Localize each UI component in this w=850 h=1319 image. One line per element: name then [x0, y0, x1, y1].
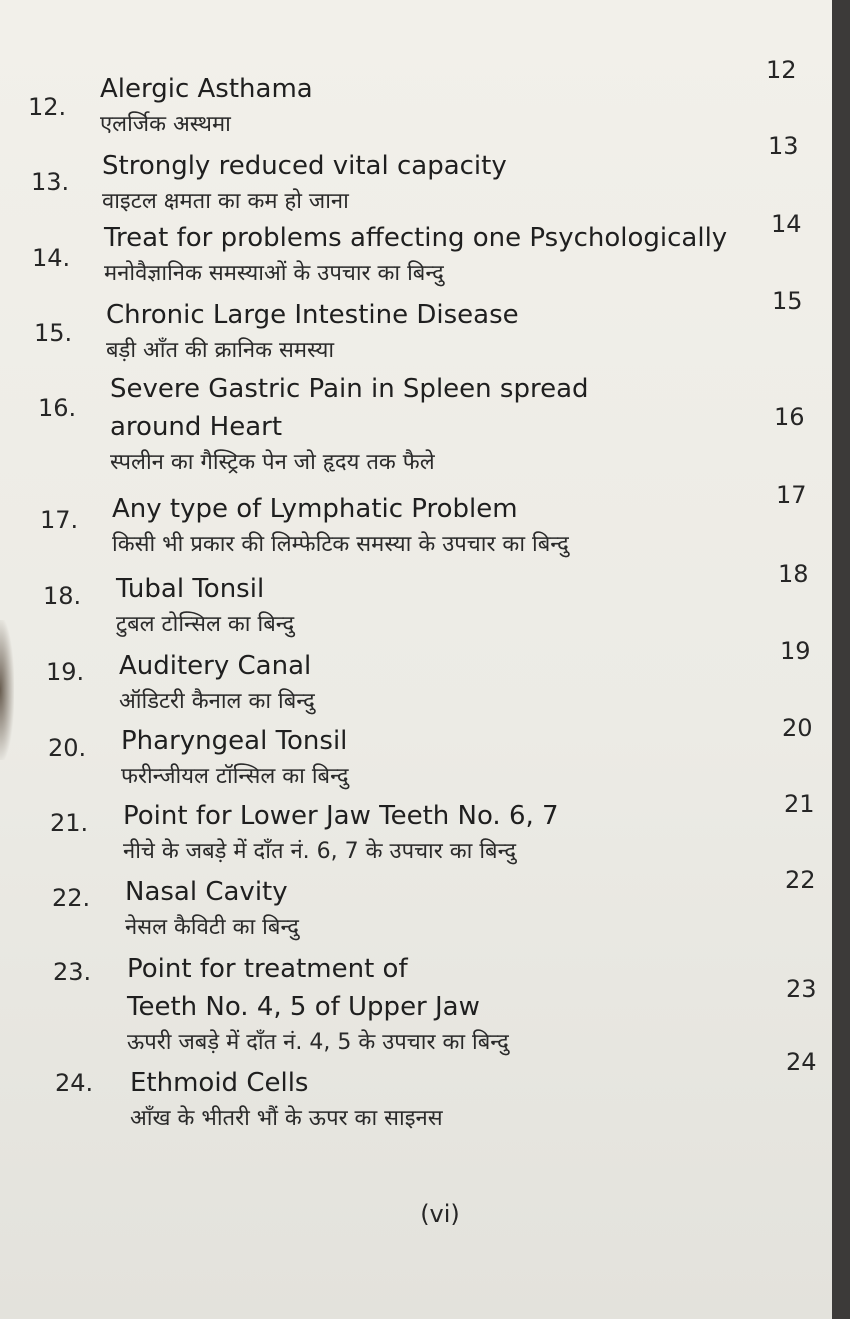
- entry-number: 24.: [55, 1069, 94, 1097]
- entry-page-number: 21: [784, 790, 815, 818]
- entry-title-en: Point for Lower Jaw Teeth No. 6, 7: [123, 801, 559, 831]
- entry-title-en: Any type of Lymphatic Problem: [112, 494, 518, 524]
- entry-title-hi: ऊपरी जबड़े में दाँत नं. 4, 5 के उपचार का बिन्दु: [127, 1030, 509, 1055]
- entry-number: 16.: [38, 394, 77, 422]
- entry-number: 17.: [40, 506, 79, 534]
- entry-title-en: Tubal Tonsil: [116, 574, 265, 604]
- entry-title-en-line-2: around Heart: [110, 412, 283, 442]
- entry-title-hi: मनोवैज्ञानिक समस्याओं के उपचार का बिन्दु: [104, 261, 444, 286]
- entry-page-number: 16: [774, 403, 805, 431]
- entry-number: 22.: [52, 884, 91, 912]
- entry-title-en: Strongly reduced vital capacity: [102, 151, 507, 181]
- entry-page-number: 19: [780, 637, 811, 665]
- entry-title-hi: वाइटल क्षमता का कम हो जाना: [102, 189, 349, 214]
- entry-number: 19.: [46, 658, 85, 686]
- entry-title-en: Chronic Large Intestine Disease: [106, 300, 519, 330]
- entry-number: 14.: [32, 244, 71, 272]
- entry-page-number: 14: [771, 210, 802, 238]
- entry-page-number: 18: [778, 560, 809, 588]
- entry-title-en: Alergic Asthama: [100, 74, 313, 104]
- entry-title-en-line-2: Teeth No. 4, 5 of Upper Jaw: [127, 992, 480, 1022]
- entry-title-hi: एलर्जिक अस्थमा: [100, 112, 231, 137]
- entry-page-number: 13: [768, 132, 799, 160]
- entry-page-number: 24: [786, 1048, 817, 1076]
- entry-page-number: 22: [785, 866, 816, 894]
- entry-title-hi: नीचे के जबड़े में दाँत नं. 6, 7 के उपचार का बिन्दु: [123, 839, 517, 864]
- entry-number: 12.: [28, 93, 67, 121]
- entry-title-hi: आँख के भीतरी भौं के ऊपर का साइनस: [130, 1106, 443, 1131]
- entry-title-hi: फरीन्जीयल टॉन्सिल का बिन्दु: [121, 764, 349, 789]
- entry-number: 18.: [43, 582, 82, 610]
- entry-number: 20.: [48, 734, 87, 762]
- entry-title-en: Treat for problems affecting one Psychologically: [104, 223, 728, 253]
- entry-number: 13.: [31, 168, 70, 196]
- entry-title-hi: बड़ी आँत की क्रानिक समस्या: [106, 338, 335, 363]
- entry-title-en: Ethmoid Cells: [130, 1068, 309, 1098]
- entry-title-en: Auditery Canal: [119, 651, 312, 681]
- entry-title-en-line-1: Severe Gastric Pain in Spleen spread: [110, 374, 589, 404]
- entry-title-hi: किसी भी प्रकार की लिम्फेटिक समस्या के उपचार का बिन्दु: [112, 532, 569, 557]
- entry-title-en: Nasal Cavity: [125, 877, 288, 907]
- entry-number: 23.: [53, 958, 92, 986]
- entry-title-hi: स्पलीन का गैस्ट्रिक पेन जो हृदय तक फैले: [110, 450, 435, 475]
- entry-number: 21.: [50, 809, 89, 837]
- entry-title-hi: ऑडिटरी कैनाल का बिन्दु: [119, 689, 315, 714]
- entry-page-number: 15: [772, 287, 803, 315]
- entry-page-number: 17: [776, 481, 807, 509]
- entry-page-number: 20: [782, 714, 813, 742]
- entry-title-hi: नेसल कैविटी का बिन्दु: [125, 915, 299, 940]
- entry-page-number: 23: [786, 975, 817, 1003]
- entry-number: 15.: [34, 319, 73, 347]
- entry-page-number: 12: [766, 56, 797, 84]
- entry-title-en: Pharyngeal Tonsil: [121, 726, 348, 756]
- page-folio: (vi): [420, 1200, 460, 1228]
- entry-title-en-line-1: Point for treatment of: [127, 954, 408, 984]
- entry-title-hi: टुबल टोन्सिल का बिन्दु: [116, 612, 295, 637]
